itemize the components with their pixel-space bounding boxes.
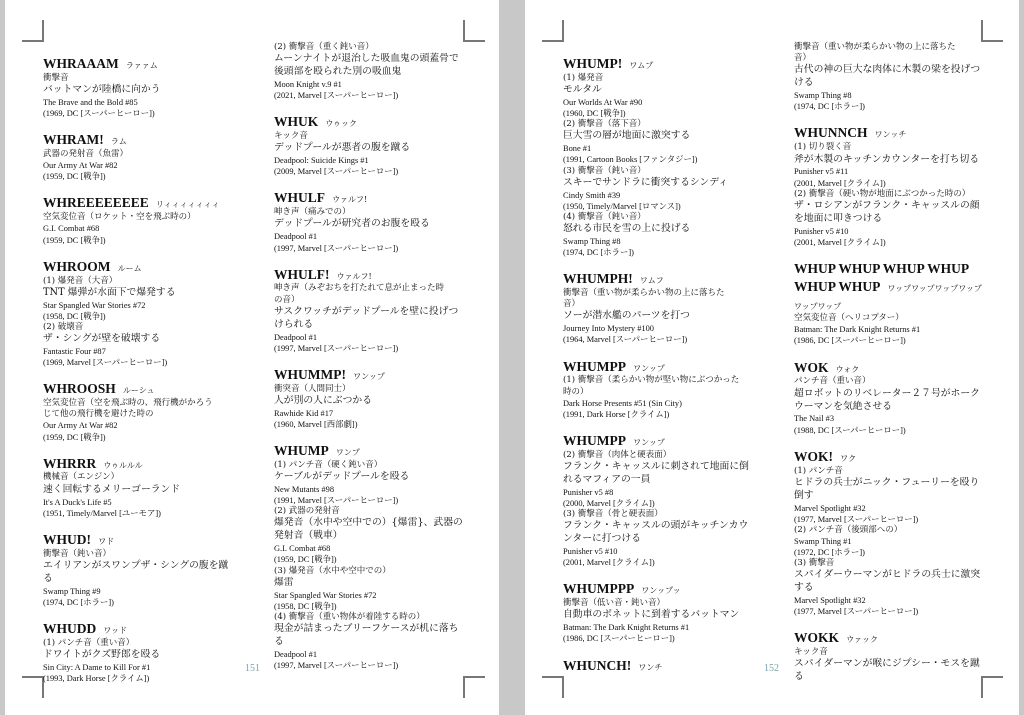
usage-description: 爆雷 xyxy=(274,576,294,588)
crop-mark xyxy=(542,20,564,42)
usage-description: る xyxy=(794,671,804,683)
usage-description: る xyxy=(43,572,53,584)
source-citation: (1958, DC [戦争]) xyxy=(274,601,337,611)
onomatopoeia-word: WHUMPP xyxy=(563,433,626,449)
sound-category: (1) 爆発音 xyxy=(563,72,604,83)
dictionary-entry xyxy=(794,259,984,347)
katakana-reading: ワムフ xyxy=(639,276,664,286)
katakana-reading: ワッド xyxy=(103,625,127,635)
sound-category: (1) パンチ音（重い音） xyxy=(43,637,135,648)
source-citation: (1950, Timely/Marvel [ロマンス]) xyxy=(563,201,681,211)
entry-heading xyxy=(274,365,474,383)
column-right xyxy=(274,42,474,682)
source-citation: The Brave and the Bold #85 xyxy=(43,97,138,107)
onomatopoeia-word: WHROOM xyxy=(43,258,111,274)
onomatopoeia-word: WHUMPPP xyxy=(563,581,635,597)
katakana-reading: ワド xyxy=(98,536,115,546)
source-citation: Marvel Spotlight #32 xyxy=(794,503,866,513)
onomatopoeia-word: WHULF xyxy=(274,190,326,206)
source-citation: (1997, Marvel [スーパーヒーロー]) xyxy=(274,343,399,353)
usage-description: ウーマンを気絶させる xyxy=(794,400,892,412)
source-citation: (1959, DC [戦争]) xyxy=(274,555,337,565)
dictionary-entry xyxy=(43,257,239,369)
source-citation: The Nail #3 xyxy=(794,414,835,424)
onomatopoeia-word: WHRAAAM xyxy=(43,56,119,71)
sound-category: (2) 衝撃音（硬い物が地面にぶつかった時の） xyxy=(794,188,971,199)
katakana-reading: ワンップッ xyxy=(641,586,681,596)
source-citation: New Mutants #98 xyxy=(274,485,335,495)
source-citation: Our Worlds At War #90 xyxy=(563,97,643,107)
source-citation: Journey Into Mystery #100 xyxy=(563,324,654,334)
sound-category: 衝撃音（重い物が柔らかい物の上に落ちた xyxy=(794,42,956,52)
usage-description: 巨大雪の層が地面に激突する xyxy=(563,130,691,142)
source-citation: (1986, DC [スーパーヒーロー]) xyxy=(794,336,906,346)
usage-description: ケーブルがデッドプールを殴る xyxy=(274,471,410,483)
sound-category: パンチ音（重い音） xyxy=(794,376,871,387)
dictionary-entry xyxy=(274,265,474,354)
source-citation: Star Spangled War Stories #72 xyxy=(274,590,377,600)
source-citation: (1988, DC [スーパーヒーロー]) xyxy=(794,425,906,435)
onomatopoeia-word: WHROOSH xyxy=(43,381,116,397)
dictionary-entry xyxy=(43,193,239,245)
sound-category: 空気変位音（ロケット・空を飛ぶ時の） xyxy=(43,212,196,223)
source-citation: (1991, Dark Horse [クライム]) xyxy=(563,409,670,419)
onomatopoeia-word: WOKK xyxy=(794,630,840,646)
usage-description: ザ・シングが壁を破壊する xyxy=(43,333,161,345)
katakana-reading: ルーム xyxy=(117,263,142,273)
source-citation: (1969, DC [スーパーヒーロー]) xyxy=(43,109,155,119)
usage-description: フランク・キャッスルの頭がキッチンカウ xyxy=(563,520,749,532)
katakana-reading: ラム xyxy=(110,137,127,147)
source-citation: (1977, Marvel [スーパーヒーロー]) xyxy=(794,514,919,524)
crop-mark xyxy=(981,676,1003,698)
usage-description: エイリアンがスワンプザ・シングの腹を蹴 xyxy=(43,559,229,571)
sound-category: (3) 衝撃音（骨と硬表面） xyxy=(563,509,663,520)
katakana-reading: ルーシュ xyxy=(122,386,155,396)
sound-category: (2) 衝撃音（肉体と硬表面） xyxy=(563,449,672,460)
usage-description: る xyxy=(274,635,284,647)
katakana-reading: ウァルフ! xyxy=(336,271,372,281)
usage-description: デッドプールが悪者の腹を蹴る xyxy=(274,142,411,154)
entry-heading xyxy=(563,579,759,597)
usage-description: 自動車のボネットに到着するバットマン xyxy=(563,609,740,621)
entry-heading xyxy=(274,441,474,459)
source-citation: Punisher v5 #8 xyxy=(563,487,614,497)
entry-heading xyxy=(794,358,984,376)
dictionary-entry xyxy=(794,358,984,436)
usage-description: けられる xyxy=(274,318,314,330)
usage-description: ける xyxy=(794,77,814,89)
sound-category: キック音 xyxy=(274,131,308,142)
onomatopoeia-word: WHUP WHUP WHUP WHUP WHUP WHUP xyxy=(794,260,969,294)
source-citation: G.I. Combat #68 xyxy=(274,544,331,554)
onomatopoeia-word: WHREEEEEEEE xyxy=(43,195,149,211)
source-citation: Deadpool #1 xyxy=(274,649,318,659)
source-citation: (1974, DC [ホラー]) xyxy=(43,597,114,607)
katakana-reading: ウゥルルル xyxy=(103,460,143,470)
entry-heading xyxy=(43,454,239,472)
onomatopoeia-word: WOK! xyxy=(794,448,833,464)
dictionary-entry xyxy=(274,112,474,177)
source-citation: (1959, DC [戦争]) xyxy=(43,172,106,182)
sound-category: (1) 衝撃音（柔らかい物が堅い物にぶつかった xyxy=(563,375,740,386)
usage-description: デッドプールが研究者のお腹を殴る xyxy=(274,218,430,230)
source-citation: (1959, DC [戦争]) xyxy=(43,432,106,442)
entry-heading xyxy=(274,112,474,130)
entry-heading xyxy=(43,130,239,148)
onomatopoeia-word: WHRRR xyxy=(43,455,97,471)
page-151 xyxy=(5,0,499,715)
usage-description: スキーでサンドラに衝突するシンディ xyxy=(563,176,729,188)
source-citation: (1969, Marvel [スーパーヒーロー]) xyxy=(43,358,168,368)
sound-category: (2) 衝撃音（重く鈍い音） xyxy=(274,42,374,52)
source-citation: (1993, Dark Horse [クライム]) xyxy=(43,673,150,683)
usage-description: 怒れる市民を雪の上に投げる xyxy=(563,223,691,235)
entry-heading xyxy=(563,656,759,674)
source-citation: Moon Knight v.9 #1 xyxy=(274,80,342,90)
dictionary-entry xyxy=(274,441,474,671)
source-citation: Swamp Thing #8 xyxy=(563,236,621,246)
katakana-reading: ウァルフ! xyxy=(332,195,368,205)
sound-category: (3) 衝撃音（鈍い音） xyxy=(563,165,646,176)
sound-category: (3) 衝撃音 xyxy=(794,558,835,569)
dictionary-entry xyxy=(794,42,984,112)
onomatopoeia-word: WHUK xyxy=(274,114,319,130)
katakana-reading: ワンプ xyxy=(335,448,360,458)
entry-heading xyxy=(563,54,759,72)
dictionary-entry xyxy=(563,269,759,345)
katakana-reading: ウォク xyxy=(835,364,860,374)
crop-mark xyxy=(981,20,1003,42)
usage-description: TNT 爆弾が水面下で爆発する xyxy=(43,286,176,298)
entry-heading xyxy=(563,357,759,375)
source-citation: Punisher v5 #10 xyxy=(563,547,618,557)
usage-description: ドワイトがクズ野郎を殴る xyxy=(43,648,161,660)
dictionary-entry xyxy=(274,188,474,253)
source-citation: (1958, DC [戦争]) xyxy=(43,311,106,321)
page-number: 152 xyxy=(764,663,779,674)
crop-mark xyxy=(22,676,44,698)
usage-description: スパイダーマンが喉にジプシー・モスを蹴 xyxy=(794,658,980,670)
source-citation: Our Army At War #82 xyxy=(43,421,118,431)
sound-category: (1) 爆発音（大音） xyxy=(43,275,118,286)
usage-description: ムーンナイトが退治した吸血鬼の頭蓋骨で xyxy=(274,53,459,65)
sound-category: 衝撃音（低い音・鈍い音） xyxy=(563,598,666,609)
usage-description: れるマフィアの一員 xyxy=(563,474,651,485)
usage-description: ソーが潜水艦のパーツを打つ xyxy=(563,310,690,322)
entry-heading xyxy=(563,431,759,449)
sound-category: 時の） xyxy=(563,386,589,397)
katakana-reading: ワンップ xyxy=(633,363,665,373)
sound-category: 音） xyxy=(794,53,812,64)
sound-category: 音） xyxy=(563,299,581,310)
source-citation: Swamp Thing #9 xyxy=(43,586,101,596)
source-citation: (1960, DC [戦争]) xyxy=(563,109,626,119)
entry-heading xyxy=(43,54,239,72)
onomatopoeia-word: WHULF! xyxy=(274,266,330,282)
sound-category: (3) 爆発音（水中や空中での） xyxy=(274,565,391,576)
source-citation: (2001, Marvel [クライム]) xyxy=(563,558,655,568)
katakana-reading: ウゥック xyxy=(325,119,358,129)
entry-heading xyxy=(43,619,239,637)
onomatopoeia-word: WHUDD xyxy=(43,620,97,636)
sound-category: (1) パンチ音（硬く鈍い音） xyxy=(274,459,383,470)
onomatopoeia-word: WHUMMP! xyxy=(274,366,346,382)
usage-description: サスクワッチがデッドプールを壁に投げつ xyxy=(274,305,459,317)
sound-category: (2) 武器の発射音 xyxy=(274,506,340,517)
source-citation: (2001, Marvel [クライム]) xyxy=(794,237,886,247)
entry-heading xyxy=(794,259,984,312)
katakana-reading: ワムプ xyxy=(629,61,654,70)
source-citation: (1997, Marvel [スーパーヒーロー]) xyxy=(274,243,399,253)
source-citation: Bone #1 xyxy=(563,144,592,154)
column-right xyxy=(794,42,984,695)
dictionary-entry xyxy=(563,656,759,674)
source-citation: Deadpool #1 xyxy=(274,332,318,342)
source-citation: (2009, Marvel [スーパーヒーロー]) xyxy=(274,167,399,177)
usage-description: スパイダーウーマンがヒドラの兵士に激突 xyxy=(794,569,981,581)
sound-category: (2) 衝撃音（落下音） xyxy=(563,119,646,130)
katakana-reading: ラァァム xyxy=(125,61,158,70)
source-citation: Swamp Thing #1 xyxy=(794,536,852,546)
source-citation: Marvel Spotlight #32 xyxy=(794,596,866,606)
source-citation: Batman: The Dark Knight Returns #1 xyxy=(563,623,690,633)
usage-description: 人が別の人にぶつかる xyxy=(274,394,372,406)
source-citation: (2021, Marvel [スーパーヒーロー]) xyxy=(274,91,399,101)
dictionary-entry xyxy=(794,447,984,618)
entry-heading xyxy=(274,265,474,283)
dictionary-entry xyxy=(43,619,239,684)
onomatopoeia-word: WHUMP xyxy=(274,443,329,459)
usage-description: 倒す xyxy=(794,489,814,501)
source-citation: (1972, DC [ホラー]) xyxy=(794,548,865,558)
source-citation: Sin City: A Dame to Kill For #1 xyxy=(43,662,151,672)
dictionary-entry xyxy=(274,365,474,430)
source-citation: Deadpool #1 xyxy=(274,232,318,242)
entry-heading xyxy=(794,123,984,141)
source-citation: (1986, DC [スーパーヒーロー]) xyxy=(563,634,675,644)
dictionary-entry xyxy=(563,54,759,258)
source-citation: Fantastic Four #87 xyxy=(43,346,106,356)
usage-description: 斧が木製のキッチンカウンターを打ち切る xyxy=(794,153,980,165)
entry-heading xyxy=(43,530,239,548)
source-citation: (1964, Marvel [スーパーヒーロー]) xyxy=(563,335,688,345)
usage-description: 発射音（戦車） xyxy=(274,530,343,542)
sound-category: キック音 xyxy=(794,647,828,658)
onomatopoeia-word: WHRAM! xyxy=(43,132,104,148)
page-number: 151 xyxy=(245,663,260,674)
usage-description: を地面に叩きつける xyxy=(794,212,883,224)
dictionary-entry xyxy=(794,123,984,247)
usage-description: する xyxy=(794,582,814,594)
sound-category: 呻き声（みぞおちを打たれて息が止まった時 xyxy=(274,283,445,294)
katakana-reading: ワンップ xyxy=(353,371,385,381)
source-citation: Punisher v5 #11 xyxy=(794,167,849,177)
dictionary-entry xyxy=(43,379,239,442)
source-citation: (1974, DC [ホラー]) xyxy=(794,102,865,112)
source-citation: Our Army At War #82 xyxy=(43,161,118,171)
source-citation: It's A Duck's Life #5 xyxy=(43,497,112,507)
usage-description: ンターに打つける xyxy=(563,533,641,545)
dictionary-entry xyxy=(43,130,239,182)
onomatopoeia-word: WHUMP! xyxy=(563,56,623,71)
entry-heading xyxy=(43,193,239,211)
katakana-reading: ワンップ xyxy=(633,438,665,448)
sound-category: (1) パンチ音 xyxy=(794,465,843,476)
source-citation: Cindy Smith #39 xyxy=(563,190,621,200)
source-citation: (1991, Marvel [スーパーヒーロー]) xyxy=(274,496,399,506)
source-citation: (2001, Marvel [クライム]) xyxy=(794,178,886,188)
sound-category: 衝突音（人間同士） xyxy=(274,383,351,394)
source-citation: (1960, Marvel [西部劇]) xyxy=(274,419,358,429)
usage-description: ヒドラの兵士がニック・フューリーを殴り xyxy=(794,476,980,488)
dictionary-entry xyxy=(563,431,759,568)
source-citation: (1959, DC [戦争]) xyxy=(43,235,106,245)
page-152 xyxy=(525,0,1019,715)
onomatopoeia-word: WHUNCH! xyxy=(563,657,632,673)
katakana-reading: ワップワップワップワップワップワップ xyxy=(794,283,982,311)
sound-category: 衝撃音（重い物が柔らかい物の上に落ちた xyxy=(563,288,725,298)
source-citation: Dark Horse Presents #51 (Sin City) xyxy=(563,398,682,408)
crop-mark xyxy=(463,20,485,42)
source-citation: Star Spangled War Stories #72 xyxy=(43,300,146,310)
usage-description: 爆発音（水中や空中での）{爆雷}、武器の xyxy=(274,517,463,529)
entry-heading xyxy=(794,628,984,646)
usage-description: 超ロボットのリベレーター２７号がホーク xyxy=(794,387,980,399)
onomatopoeia-word: WHUNNCH xyxy=(794,125,868,141)
entry-heading xyxy=(794,447,984,465)
usage-description: 速く回転するメリーゴーランド xyxy=(43,483,181,495)
crop-mark xyxy=(542,676,564,698)
dictionary-entry xyxy=(43,54,239,119)
usage-description: 現金が詰まったブリーフケースが机に落ち xyxy=(274,623,459,635)
katakana-reading: リィィィィィィィ xyxy=(155,200,220,210)
dictionary-entry xyxy=(43,454,239,519)
source-citation: Batman: The Dark Knight Returns #1 xyxy=(794,325,921,335)
column-left xyxy=(563,54,759,684)
sound-category: (4) 衝撃音（重い物体が着陸する時の） xyxy=(274,611,425,622)
onomatopoeia-word: WHUD! xyxy=(43,531,91,547)
source-citation: G.I. Combat #68 xyxy=(43,224,100,234)
sound-category: 空気変位音（空を飛ぶ時の、飛行機がかろう xyxy=(43,398,213,409)
sound-category: 衝撃音 xyxy=(43,72,69,83)
source-citation: (2000, Marvel [クライム]) xyxy=(563,499,655,509)
sound-category: (2) 破壊音 xyxy=(43,321,84,332)
dictionary-entry xyxy=(794,628,984,684)
source-citation: (1974, DC [ホラー]) xyxy=(563,248,634,258)
usage-description: モルタル xyxy=(563,84,602,96)
source-citation: Deadpool: Suicide Kings #1 xyxy=(274,156,369,166)
onomatopoeia-word: WOK xyxy=(794,359,829,375)
sound-category: 空気変位音（ヘリコプター） xyxy=(794,313,904,324)
entry-heading xyxy=(274,188,474,206)
katakana-reading: ワク xyxy=(840,453,857,463)
column-left xyxy=(43,54,239,695)
onomatopoeia-word: WHUMPH! xyxy=(563,271,633,287)
usage-description: 古代の神の巨大な肉体に木製の梁を投げつ xyxy=(794,64,981,76)
sound-category: (1) 切り裂く音 xyxy=(794,142,852,153)
katakana-reading: ワンチ xyxy=(638,662,663,672)
crop-mark xyxy=(22,20,44,42)
sound-category: の音） xyxy=(274,294,300,305)
source-citation: Punisher v5 #10 xyxy=(794,226,849,236)
source-citation: (1997, Marvel [スーパーヒーロー]) xyxy=(274,660,399,670)
source-citation: Swamp Thing #8 xyxy=(794,91,852,101)
katakana-reading: ワンッチ xyxy=(874,130,907,140)
katakana-reading: ウァック xyxy=(846,635,879,645)
entry-heading xyxy=(43,379,239,397)
dictionary-entry xyxy=(274,42,474,101)
source-citation: (1977, Marvel [スーパーヒーロー]) xyxy=(794,607,919,617)
usage-description: 後頭部を殴られた別の吸血鬼 xyxy=(274,66,402,78)
sound-category: (4) 衝撃音（鈍い音） xyxy=(563,211,646,222)
sound-category: 武器の発射音（魚雷） xyxy=(43,149,129,160)
dictionary-entry xyxy=(43,530,239,608)
sound-category: じて他の飛行機を避けた時の xyxy=(43,409,154,420)
source-citation: (1991, Cartoon Books [ファンタジー]) xyxy=(563,155,698,165)
usage-description: フランク・キャッスルに刺されて地面に倒 xyxy=(563,461,749,473)
dictionary-entry xyxy=(563,579,759,644)
sound-category: 機械音（エンジン） xyxy=(43,472,120,483)
usage-description: ザ・ロシアンがフランク・キャッスルの顔 xyxy=(794,199,980,211)
onomatopoeia-word: WHUMPP xyxy=(563,358,626,374)
sound-category: 呻き声（痛みでの） xyxy=(274,207,351,218)
dictionary-entry xyxy=(563,357,759,420)
sound-category: (2) パンチ音（後頭部への） xyxy=(794,524,903,535)
sound-category: 衝撃音（鈍い音） xyxy=(43,548,112,559)
source-citation: (1951, Timely/Marvel [ユーモア]) xyxy=(43,508,161,518)
usage-description: バットマンが陸橋に向かう xyxy=(43,84,161,96)
entry-heading xyxy=(563,269,759,287)
entry-heading xyxy=(43,257,239,275)
source-citation: Rawhide Kid #17 xyxy=(274,408,334,418)
